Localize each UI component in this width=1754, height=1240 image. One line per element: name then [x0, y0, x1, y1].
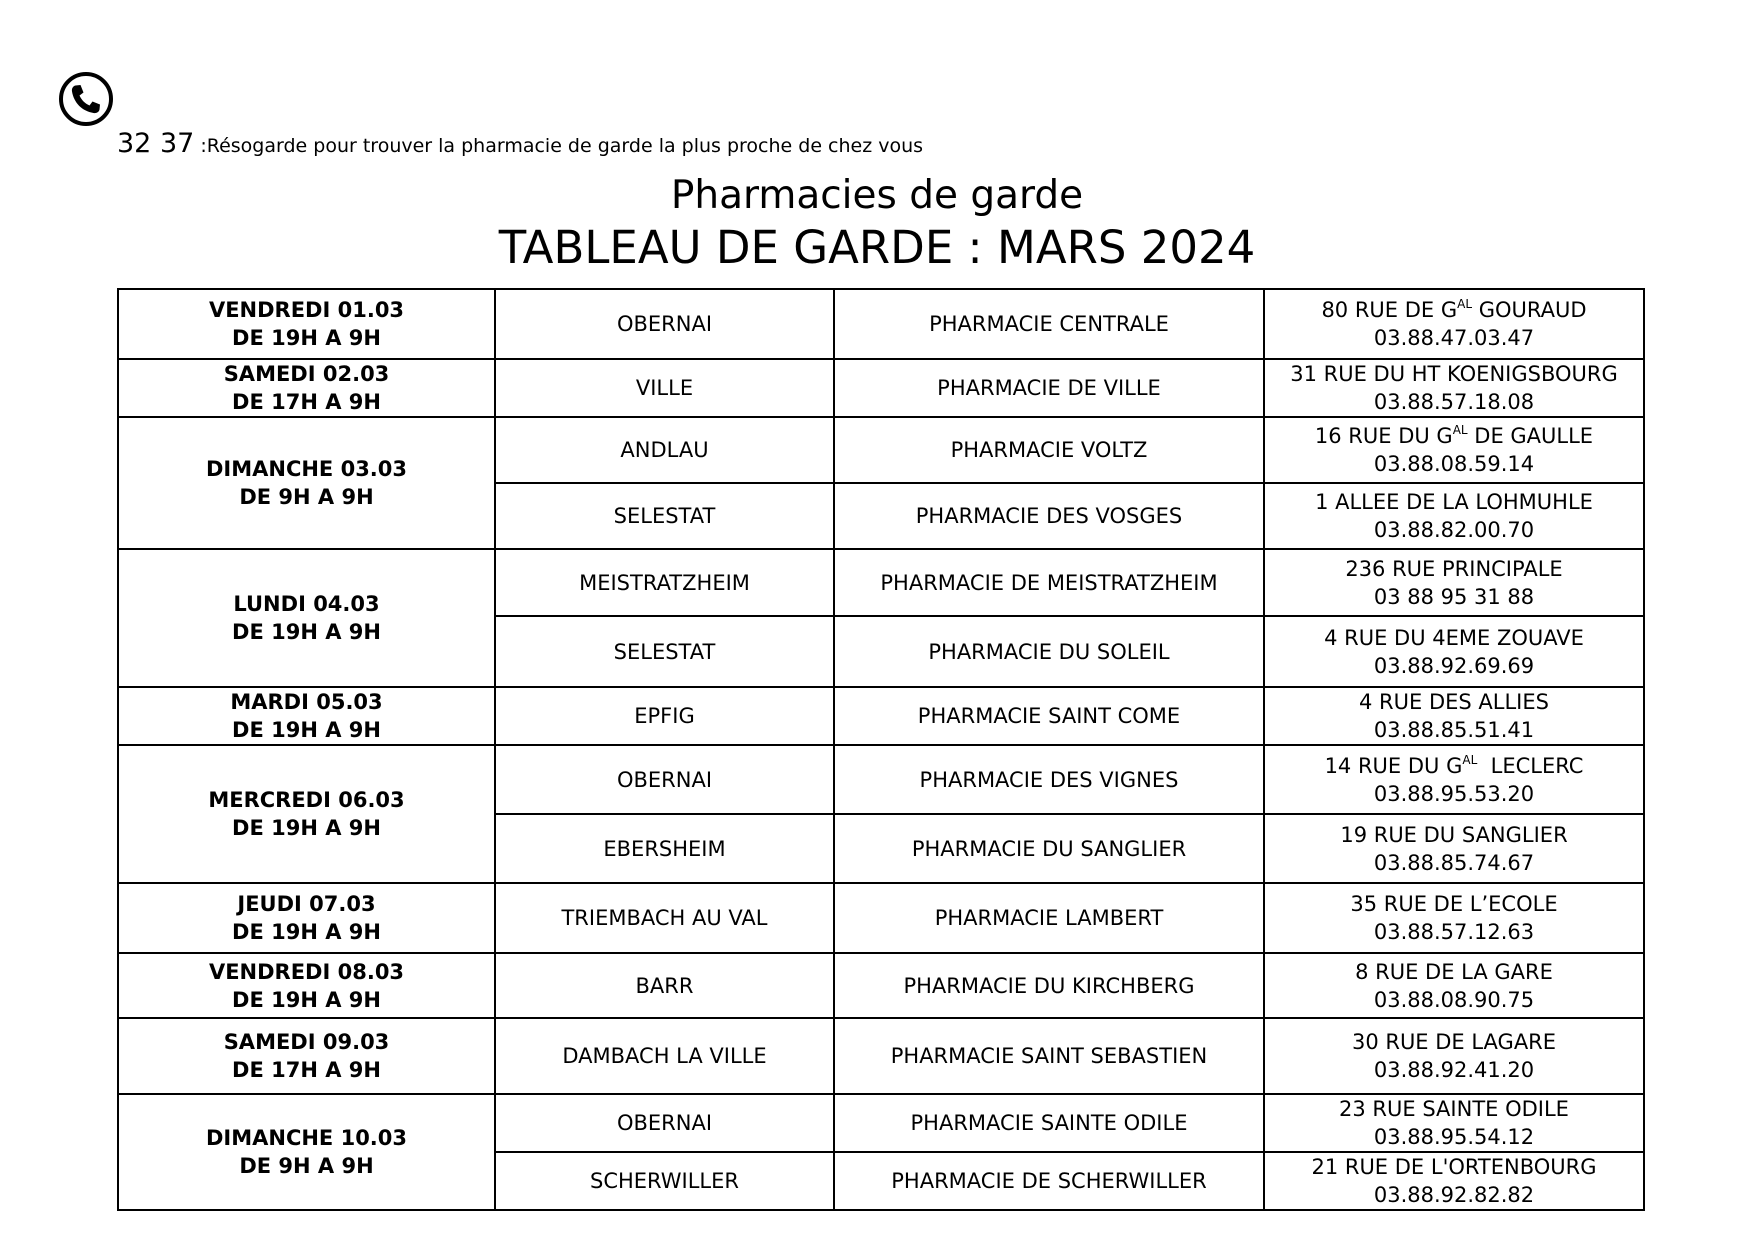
- pharmacy-phone: 03.88.08.59.14: [1373, 452, 1535, 476]
- guard-day-cell: [118, 883, 495, 953]
- address-cell: [1264, 1018, 1644, 1094]
- pharmacy-name: PHARMACIE DU KIRCHBERG: [903, 973, 1195, 998]
- pharmacy-phone: 03.88.57.12.63: [1373, 920, 1535, 944]
- pharmacy-name: PHARMACIE LAMBERT: [934, 906, 1164, 930]
- city-name: SELESTAT: [613, 639, 716, 664]
- pharmacy-phone: 03.88.57.18.08: [1373, 390, 1535, 414]
- address-abbreviation: AL: [1457, 297, 1473, 311]
- pharmacy-address: [1269, 752, 1639, 780]
- guard-day-cell: [118, 1094, 495, 1210]
- pharmacy-phone: 03 88 95 31 88: [1373, 584, 1535, 609]
- phone-icon: [58, 71, 114, 127]
- address-cell: [1264, 953, 1644, 1018]
- address-part: GOURAUD: [1472, 298, 1587, 322]
- pharmacy-address: 236 RUE PRINCIPALE: [1345, 556, 1563, 581]
- guard-day: DIMANCHE 03.03: [205, 457, 408, 481]
- page-title: Pharmacies de garde: [670, 173, 1084, 218]
- pharmacy-address: 8 RUE DE LA GARE: [1355, 959, 1553, 984]
- pharmacy-address: 35 RUE DE L’ECOLE: [1350, 892, 1558, 916]
- pharmacy-cell: [834, 1152, 1264, 1210]
- guard-hours: DE 19H A 9H: [232, 718, 381, 742]
- table-row: [118, 953, 1644, 1018]
- address-part: 16 RUE DU G: [1314, 424, 1453, 448]
- page-subtitle: TABLEAU DE GARDE : MARS 2024: [498, 221, 1256, 274]
- table-row: [118, 1094, 1644, 1152]
- pharmacy-name: PHARMACIE SAINT COME: [917, 704, 1181, 728]
- pharmacy-cell: [834, 687, 1264, 745]
- pharmacy-cell: [834, 549, 1264, 616]
- pharmacy-phone: 03.88.85.74.67: [1373, 850, 1535, 875]
- guard-day-cell: [118, 1018, 495, 1094]
- address-cell: [1264, 883, 1644, 953]
- guard-day: LUNDI 04.03: [233, 592, 380, 616]
- city-name: ANDLAU: [620, 438, 709, 462]
- address-cell: [1264, 814, 1644, 883]
- guard-day-cell: [118, 417, 495, 549]
- guard-hours: DE 19H A 9H: [232, 326, 381, 350]
- address-cell: [1264, 745, 1644, 814]
- hotline-text: :Résogarde pour trouver la pharmacie de garde la plus proche de chez vous: [194, 135, 924, 157]
- guard-schedule-table: [117, 288, 1645, 1211]
- pharmacy-name: PHARMACIE SAINT SEBASTIEN: [890, 1044, 1208, 1068]
- pharmacy-cell: [834, 616, 1264, 687]
- pharmacy-address: 4 RUE DES ALLIES: [1359, 690, 1549, 714]
- guard-hours: DE 9H A 9H: [239, 485, 374, 509]
- city-name: DAMBACH LA VILLE: [562, 1044, 767, 1068]
- guard-hours: DE 19H A 9H: [232, 620, 381, 644]
- pharmacy-cell: [834, 289, 1264, 359]
- guard-day-cell: [118, 359, 495, 417]
- city-name: VILLE: [635, 376, 694, 400]
- guard-day-cell: [118, 953, 495, 1018]
- table-row: [118, 745, 1644, 814]
- city-name: MEISTRATZHEIM: [579, 570, 750, 595]
- pharmacy-name: PHARMACIE VOLTZ: [950, 438, 1148, 462]
- pharmacy-cell: [834, 883, 1264, 953]
- city-cell: [495, 417, 834, 483]
- city-name: TRIEMBACH AU VAL: [561, 906, 768, 930]
- pharmacy-phone: 03.88.08.90.75: [1373, 987, 1535, 1012]
- city-name: EBERSHEIM: [603, 836, 726, 861]
- address-cell: [1264, 289, 1644, 359]
- pharmacy-phone: 03.88.85.51.41: [1373, 718, 1535, 742]
- pharmacy-name: PHARMACIE DU SOLEIL: [928, 639, 1170, 664]
- pharmacy-address: [1269, 422, 1639, 450]
- pharmacy-address: 23 RUE SAINTE ODILE: [1339, 1097, 1569, 1121]
- address-part: 14 RUE DU G: [1324, 753, 1463, 778]
- pharmacy-address: [1269, 296, 1639, 324]
- guard-day: MERCREDI 06.03: [208, 788, 405, 812]
- guard-day-cell: [118, 549, 495, 687]
- guard-day: JEUDI 07.03: [237, 892, 376, 916]
- guard-hours: DE 19H A 9H: [232, 987, 381, 1012]
- pharmacy-address: 21 RUE DE L'ORTENBOURG: [1311, 1155, 1597, 1179]
- address-cell: [1264, 1152, 1644, 1210]
- city-name: EPFIG: [634, 704, 695, 728]
- city-cell: [495, 883, 834, 953]
- guard-day-cell: [118, 745, 495, 883]
- city-cell: [495, 549, 834, 616]
- address-part: 80 RUE DE G: [1321, 298, 1458, 322]
- table-row: [118, 417, 1644, 483]
- city-cell: [495, 953, 834, 1018]
- city-cell: [495, 1152, 834, 1210]
- pharmacy-cell: [834, 745, 1264, 814]
- table-row: [118, 359, 1644, 417]
- address-cell: [1264, 417, 1644, 483]
- address-cell: [1264, 687, 1644, 745]
- city-name: OBERNAI: [616, 1111, 713, 1135]
- table-row: [118, 1018, 1644, 1094]
- guard-day: SAMEDI 02.03: [223, 362, 390, 386]
- guard-hours: DE 17H A 9H: [232, 390, 381, 414]
- address-part: DE GAULLE: [1467, 424, 1594, 448]
- address-cell: [1264, 616, 1644, 687]
- pharmacy-name: PHARMACIE DE SCHERWILLER: [891, 1169, 1207, 1193]
- pharmacy-phone: 03.88.95.54.12: [1373, 1125, 1535, 1149]
- pharmacy-name: PHARMACIE DU SANGLIER: [911, 836, 1187, 861]
- pharmacy-cell: [834, 483, 1264, 549]
- pharmacy-phone: 03.88.82.00.70: [1373, 518, 1535, 542]
- city-cell: [495, 616, 834, 687]
- city-cell: [495, 687, 834, 745]
- city-name: SCHERWILLER: [589, 1169, 739, 1193]
- guard-hours: DE 17H A 9H: [232, 1058, 381, 1082]
- city-name: OBERNAI: [616, 767, 713, 792]
- city-cell: [495, 814, 834, 883]
- address-abbreviation: AL: [1462, 752, 1478, 767]
- pharmacy-name: PHARMACIE DE MEISTRATZHEIM: [880, 570, 1218, 595]
- hotline-info: [117, 130, 923, 157]
- pharmacy-name: PHARMACIE DES VOSGES: [915, 504, 1183, 528]
- address-cell: [1264, 483, 1644, 549]
- city-name: OBERNAI: [616, 312, 713, 336]
- city-cell: [495, 483, 834, 549]
- guard-day-cell: [118, 687, 495, 745]
- address-cell: [1264, 1094, 1644, 1152]
- guard-day: DIMANCHE 10.03: [205, 1126, 408, 1150]
- table-row: [118, 687, 1644, 745]
- city-cell: [495, 289, 834, 359]
- guard-day: SAMEDI 09.03: [223, 1030, 390, 1054]
- guard-hours: DE 19H A 9H: [232, 920, 381, 944]
- pharmacy-address: 31 RUE DU HT KOENIGSBOURG: [1290, 362, 1618, 386]
- pharmacy-phone: 03.88.95.53.20: [1373, 781, 1535, 806]
- address-cell: [1264, 359, 1644, 417]
- hotline-number: 32 37: [117, 128, 195, 159]
- pharmacy-cell: [834, 1094, 1264, 1152]
- address-part: LECLERC: [1477, 753, 1584, 778]
- city-cell: [495, 1018, 834, 1094]
- guard-hours: DE 9H A 9H: [239, 1154, 374, 1178]
- guard-hours: DE 19H A 9H: [232, 816, 381, 840]
- pharmacy-cell: [834, 359, 1264, 417]
- pharmacy-name: PHARMACIE DES VIGNES: [919, 767, 1179, 792]
- table-row: [118, 883, 1644, 953]
- table-row: [118, 289, 1644, 359]
- pharmacy-phone: 03.88.92.41.20: [1373, 1058, 1535, 1082]
- table-row: [118, 549, 1644, 616]
- city-cell: [495, 359, 834, 417]
- pharmacy-address: 4 RUE DU 4EME ZOUAVE: [1324, 625, 1584, 650]
- pharmacy-cell: [834, 814, 1264, 883]
- city-cell: [495, 745, 834, 814]
- guard-day: MARDI 05.03: [230, 690, 383, 714]
- pharmacy-phone: 03.88.92.69.69: [1373, 653, 1535, 678]
- pharmacy-address: 30 RUE DE LAGARE: [1351, 1030, 1557, 1054]
- address-abbreviation: AL: [1452, 423, 1468, 437]
- address-cell: [1264, 549, 1644, 616]
- city-cell: [495, 1094, 834, 1152]
- guard-day-cell: [118, 289, 495, 359]
- guard-day: VENDREDI 01.03: [208, 298, 405, 322]
- pharmacy-name: PHARMACIE DE VILLE: [937, 376, 1161, 400]
- pharmacy-cell: [834, 1018, 1264, 1094]
- pharmacy-name: PHARMACIE SAINTE ODILE: [910, 1111, 1188, 1135]
- pharmacy-address: 1 ALLEE DE LA LOHMUHLE: [1315, 490, 1593, 514]
- city-name: BARR: [635, 973, 694, 998]
- pharmacy-address: 19 RUE DU SANGLIER: [1340, 822, 1568, 847]
- pharmacy-name: PHARMACIE CENTRALE: [929, 312, 1169, 336]
- guard-day: VENDREDI 08.03: [208, 959, 405, 984]
- pharmacy-phone: 03.88.92.82.82: [1373, 1183, 1535, 1207]
- pharmacy-phone: 03.88.47.03.47: [1373, 326, 1535, 350]
- pharmacy-cell: [834, 953, 1264, 1018]
- city-name: SELESTAT: [613, 504, 716, 528]
- pharmacy-cell: [834, 417, 1264, 483]
